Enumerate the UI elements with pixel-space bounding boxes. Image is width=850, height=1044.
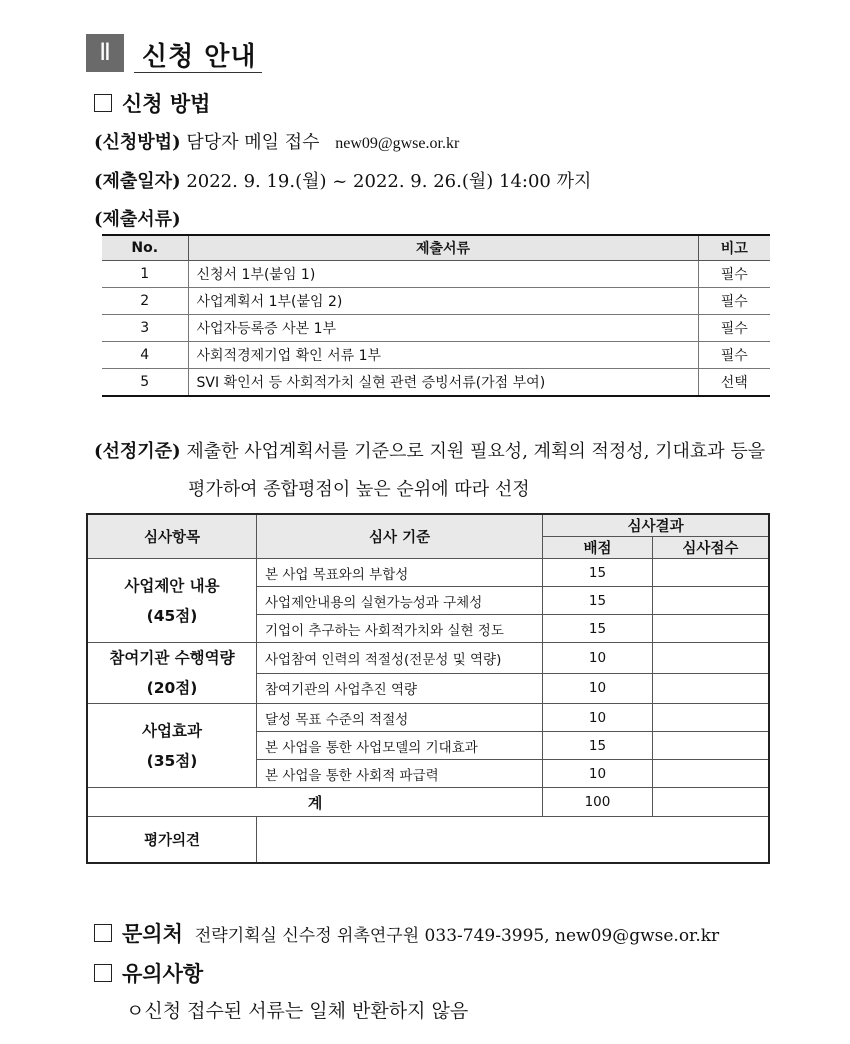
eval-criterion: 달성 목표 수준의 적절성 [257,704,543,732]
contact-heading: 문의처 [122,921,183,946]
table-row [102,369,770,397]
eval-points: 10 [543,643,653,674]
notice-heading-text: 유의사항 [122,961,204,986]
eval-category-name: 사업효과 [142,721,202,740]
section-number: Ⅱ [86,34,124,72]
table-row [102,288,770,315]
eval-points: 10 [543,673,653,704]
submit-date-value: 2022. 9. 19.(월) ~ 2022. 9. 26.(월) 14:00 까지 [186,171,592,192]
header-document: 제출서류 [188,235,698,261]
row-note: 선택 [698,369,770,397]
eval-criterion: 사업참여 인력의 적절성(전문성 및 역량) [257,643,543,674]
row-note: 필수 [698,315,770,342]
eval-points: 15 [543,559,653,587]
submit-date-line [94,167,591,193]
eval-opinion-label: 평가의견 [87,817,257,863]
documents-label-line [94,205,181,231]
row-no: 1 [102,261,188,288]
eval-points: 10 [543,704,653,732]
eval-criterion: 사업제안내용의 실현가능성과 구체성 [257,587,543,615]
row-note: 필수 [698,288,770,315]
row-document: 사회적경제기업 확인 서류 1부 [188,342,698,369]
table-row [102,261,770,288]
eval-criterion: 참여기관의 사업추진 역량 [257,673,543,704]
eval-criterion: 본 사업 목표와의 부합성 [257,559,543,587]
submit-date-label: (제출일자) [94,171,181,192]
section-title: 신청 안내 [142,42,257,72]
apply-email-link[interactable]: new09@gwse.or.kr [335,135,460,152]
header-note: 비고 [698,235,770,261]
row-no: 2 [102,288,188,315]
eval-total-label: 계 [87,788,543,817]
criteria-label: (선정기준) [94,441,181,462]
eval-category-points: (45점) [146,606,198,625]
eval-criterion: 본 사업을 통한 사회적 파급력 [257,760,543,788]
criteria-line-2: 평가하여 종합평점이 높은 순위에 따라 선정 [188,479,530,500]
notice-item: ㅇ신청 접수된 서류는 일체 반환하지 않음 [126,1000,469,1022]
eval-score-cell[interactable] [652,559,769,587]
documents-table-header [102,235,770,261]
contact-value: 전략기획실 신수정 위촉연구원 033-749-3995, new09@gwse.or.kr [194,925,720,946]
apply-method-label: (신청방법) [94,132,181,153]
documents-table [102,234,770,397]
eval-category-name: 사업제안 내용 [124,576,220,595]
eval-category-points: (35점) [146,751,198,770]
row-document: 사업계획서 1부(붙임 2) [188,288,698,315]
notice-heading [94,958,203,988]
eval-category [87,559,257,643]
square-bullet-icon [94,94,112,112]
eval-total-score-cell[interactable] [652,788,769,817]
square-bullet-icon [94,924,112,942]
method-heading [94,88,210,118]
eval-score-cell[interactable] [652,587,769,615]
criteria-line-1 [94,437,765,463]
method-heading-text: 신청 방법 [122,91,211,116]
eval-total-value: 100 [543,788,653,817]
row-note: 필수 [698,261,770,288]
documents-label: (제출서류) [94,209,181,230]
row-document: 사업자등록증 사본 1부 [188,315,698,342]
header-no: No. [102,235,188,261]
eval-score-cell[interactable] [652,643,769,674]
row-no: 3 [102,315,188,342]
eval-score-cell[interactable] [652,673,769,704]
section-title-underline [134,72,262,73]
eval-points: 15 [543,615,653,643]
eval-header-points: 배점 [543,537,653,559]
contact-line [94,918,719,948]
table-row [102,315,770,342]
eval-criterion: 본 사업을 통한 사업모델의 기대효과 [257,732,543,760]
eval-header-item: 심사항목 [87,514,257,559]
eval-header-criteria: 심사 기준 [257,514,543,559]
eval-category [87,704,257,788]
row-document: 신청서 1부(붙임 1) [188,261,698,288]
eval-category-name: 참여기관 수행역량 [109,649,235,667]
eval-header-result: 심사결과 [543,514,769,537]
eval-opinion-cell[interactable] [257,817,769,863]
row-no: 5 [102,369,188,397]
square-bullet-icon [94,964,112,982]
eval-score-cell[interactable] [652,704,769,732]
evaluation-table [86,513,770,864]
criteria-text-1: 제출한 사업계획서를 기준으로 지원 필요성, 계획의 적정성, 기대효과 등을 [186,441,766,462]
eval-score-cell[interactable] [652,615,769,643]
row-no: 4 [102,342,188,369]
row-note: 필수 [698,342,770,369]
eval-category-points: (20점) [146,679,198,697]
eval-points: 10 [543,760,653,788]
table-row [102,342,770,369]
apply-method-line [94,128,459,154]
eval-score-cell[interactable] [652,732,769,760]
apply-method-value: 담당자 메일 접수 [186,132,320,153]
eval-points: 15 [543,587,653,615]
eval-header-score: 심사점수 [652,537,769,559]
eval-score-cell[interactable] [652,760,769,788]
row-document: SVI 확인서 등 사회적가치 실현 관련 증빙서류(가점 부여) [188,369,698,397]
eval-category [87,643,257,704]
eval-points: 15 [543,732,653,760]
eval-criterion: 기업이 추구하는 사회적가치와 실현 정도 [257,615,543,643]
